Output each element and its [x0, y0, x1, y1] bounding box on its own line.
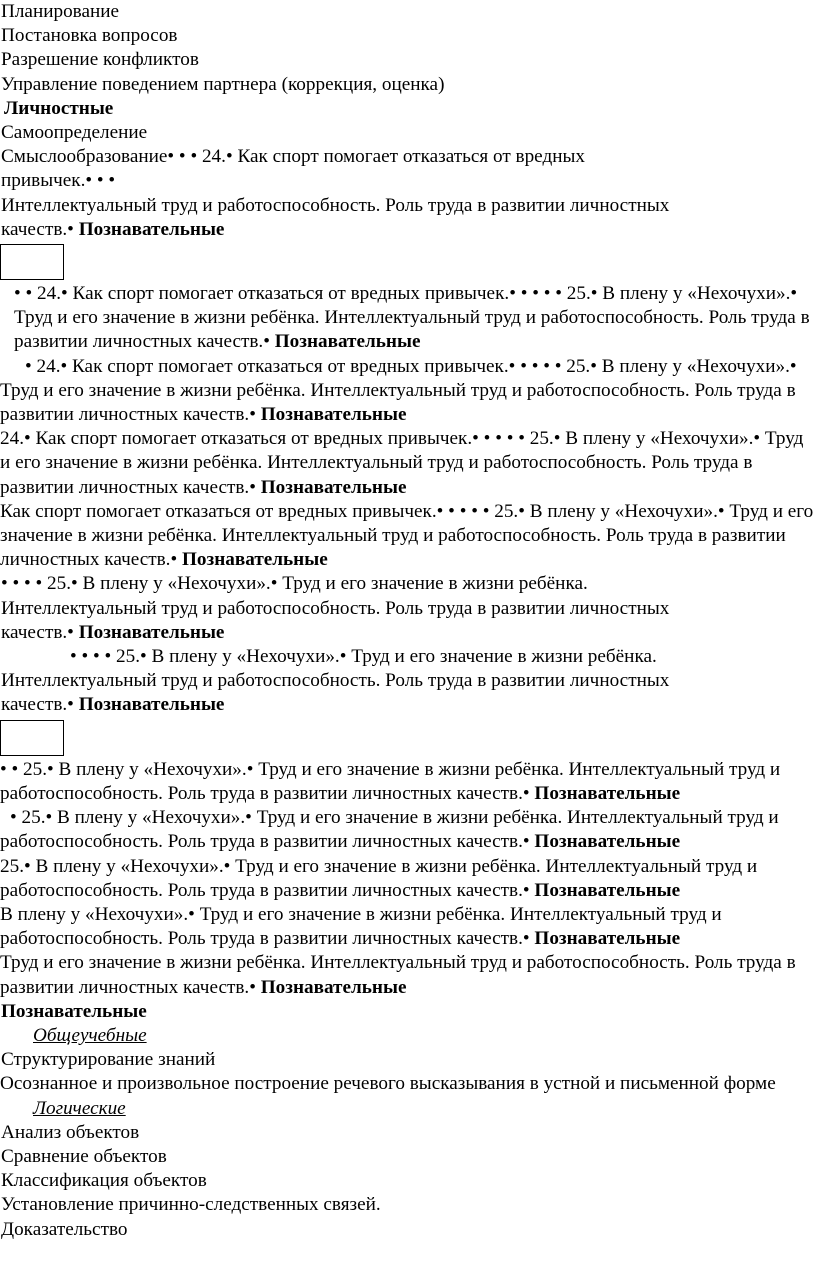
line-dots4-3: качеств.• Познавательные	[1, 621, 225, 643]
heading-personal: Личностные	[4, 97, 114, 119]
subheading-general: Общеучебные	[33, 1024, 147, 1046]
paragraph-24-d: Как спорт помогает отказаться от вредных привычек.• • • • • 25.• В плену у «Нехочухи».• Труд и его значение в жизни ребёнка. Интеллектуальный труд и работоспособность. Роль труда в развитии личностных качеств.• Познавательные	[0, 500, 814, 571]
line-questions: Постановка вопросов	[1, 25, 178, 47]
paragraph-25-a: • • 25.• В плену у «Нехочухи».• Труд и его значение в жизни ребёнка. Интеллектуальный труд и работоспособность. Роль труда в развитии личностных качеств.• Познавательные	[0, 758, 781, 804]
line-dots4-1: • • • • 25.• В плену у «Нехочухи».• Труд и его значение в жизни ребёнка.	[1, 573, 588, 595]
empty-box	[0, 244, 64, 280]
line-intellect: Интеллектуальный труд и работоспособность. Роль труда в развитии личностных	[1, 194, 670, 216]
empty-box-2	[0, 720, 64, 756]
line-intellect-end: качеств.• Познавательные	[1, 218, 225, 240]
line-meaning-formation: Смыслообразование• • • 24.• Как спорт помогает отказаться от вредных	[1, 146, 585, 168]
line-conflicts: Разрешение конфликтов	[1, 49, 199, 71]
paragraph-24-b: • 24.• Как спорт помогает отказаться от вредных привычек.• • • • • 25.• В плену у «Нехочухи».• Труд и его значение в жизни ребёнка. Интеллектуальный труд и работоспособность. Роль труда в развитии личностных качеств.• Познавательные	[0, 355, 797, 426]
line-partner-control: Управление поведением партнера (коррекция, оценка)	[1, 73, 445, 95]
line-dots4-2: Интеллектуальный труд и работоспособность. Роль труда в развитии личностных	[1, 597, 670, 619]
line-dots4b-3: качеств.• Познавательные	[1, 694, 225, 716]
logical-item-classification: Классификация объектов	[1, 1170, 207, 1192]
line-self-determination: Самоопределение	[1, 122, 148, 144]
heading-cognitive: Познавательные	[1, 1000, 147, 1022]
line-meaning-cont: привычек.• • •	[1, 170, 116, 192]
line-planning: Планирование	[1, 1, 120, 22]
subheading-logical: Логические	[33, 1097, 126, 1119]
paragraph-25-c: 25.• В плену у «Нехочухи».• Труд и его значение в жизни ребёнка. Интеллектуальный труд и работоспособность. Роль труда в развитии личностных качеств.• Познавательные	[0, 855, 758, 901]
paragraph-24-c: 24.• Как спорт помогает отказаться от вредных привычек.• • • • • 25.• В плену у «Нехочухи».• Труд и его значение в жизни ребёнка. Интеллектуальный труд и работоспособность. Роль труда в развитии личностных качеств.• Познавательные	[0, 428, 804, 498]
line-structuring: Структурирование знаний	[1, 1049, 216, 1071]
paragraph-24-a: • • 24.• Как спорт помогает отказаться от вредных привычек.• • • • • 25.• В плену у «Нехочухи».• Труд и его значение в жизни ребёнка. Интеллектуальный труд и работоспособность. Роль труда в развитии личностных качеств.• Познавательные	[14, 283, 810, 353]
logical-item-causality: Установление причинно-следственных связей.	[1, 1194, 381, 1216]
paragraph-25-e: Труд и его значение в жизни ребёнка. Интеллектуальный труд и работоспособность. Роль труда в развитии личностных качеств.• Познавательные	[0, 952, 796, 998]
logical-item-proof: Доказательство	[1, 1218, 128, 1240]
paragraph-25-b: • 25.• В плену у «Нехочухи».• Труд и его значение в жизни ребёнка. Интеллектуальный труд и работоспособность. Роль труда в развитии личностных качеств.• Познавательные	[0, 807, 779, 853]
paragraph-25-d: В плену у «Нехочухи».• Труд и его значение в жизни ребёнка. Интеллектуальный труд и работоспособность. Роль труда в развитии личностных качеств.• Познавательные	[0, 903, 722, 950]
logical-item-comparison: Сравнение объектов	[1, 1145, 167, 1167]
line-dots4b-2: Интеллектуальный труд и работоспособность. Роль труда в развитии личностных	[1, 670, 670, 692]
line-dots4b-1: • • • • 25.• В плену у «Нехочухи».• Труд и его значение в жизни ребёнка.	[70, 646, 657, 668]
line-speech: Осознанное и произвольное построение речевого высказывания в устной и письменной форме	[0, 1073, 776, 1095]
logical-item-analysis: Анализ объектов	[1, 1121, 140, 1143]
